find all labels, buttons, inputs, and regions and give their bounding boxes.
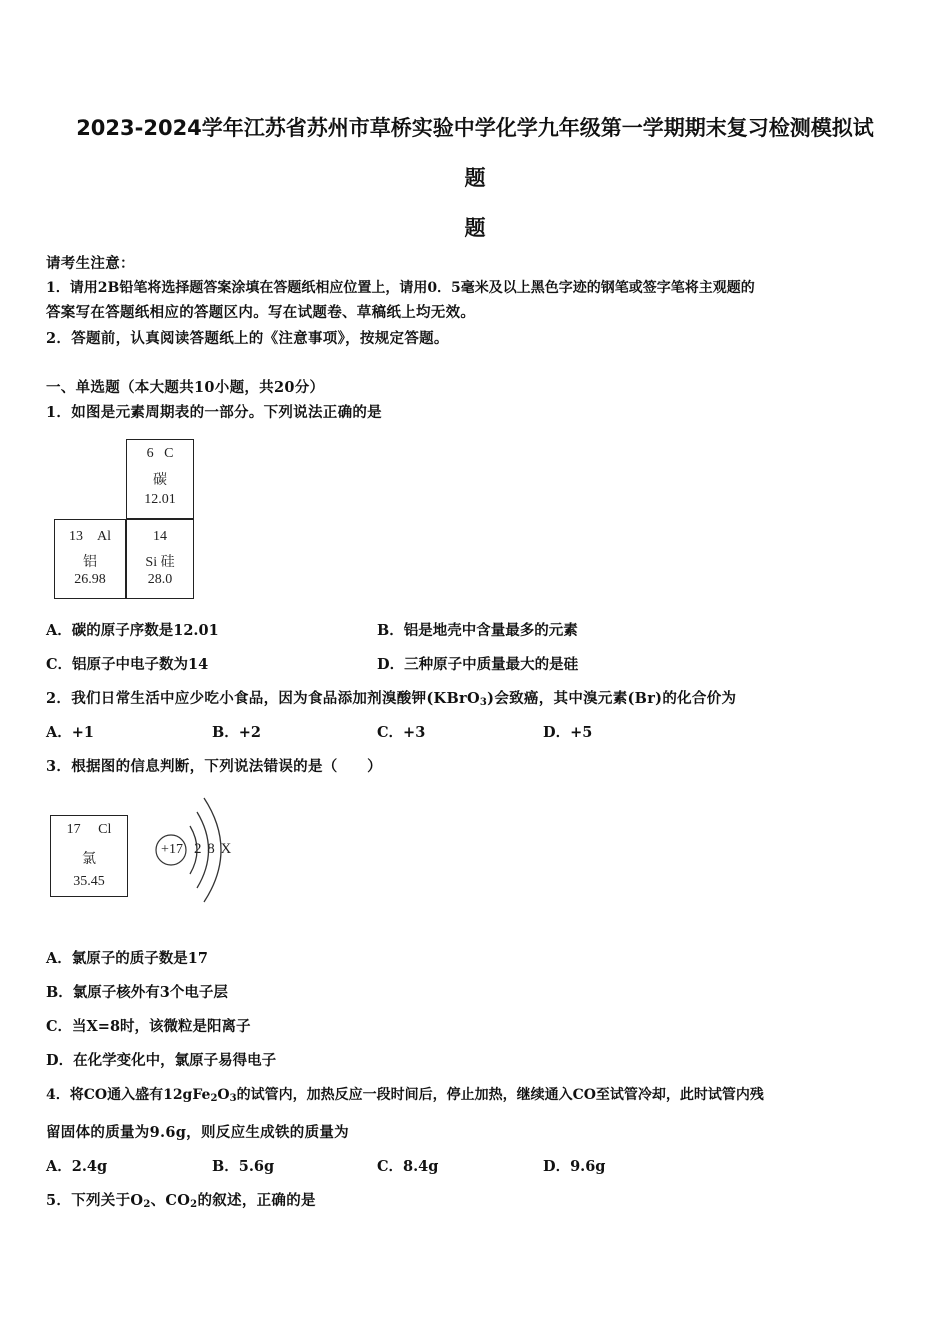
q4-sub-1: 2: [210, 1093, 218, 1104]
q2-stem-part1: 2．我们日常生活中应少吃小食品，因为食品添加剂溴酸钾(KBrO: [46, 690, 480, 707]
nucleus-charge: +17: [161, 842, 183, 857]
q2-option-d: D．+5: [543, 724, 593, 741]
q4-stem-part3: 的试管内，加热反应一段时间后，停止加热，继续通入CO至试管冷却，此时试管内残: [236, 1087, 764, 1103]
page-title-line2: 题: [464, 166, 486, 190]
section-heading: 一、单选题（本大题共10小题，共20分）: [46, 379, 325, 396]
silicon-name: 硅: [160, 555, 175, 570]
q3-option-c: C．当X=8时，该微粒是阳离子: [46, 1018, 251, 1035]
question-1-stem: 1．如图是元素周期表的一部分。下列说法正确的是: [46, 404, 382, 421]
silicon-mass: 28.0: [147, 572, 173, 587]
q4-option-c: C．8.4g: [377, 1158, 439, 1175]
q4-option-b: B．5.6g: [212, 1158, 275, 1175]
question-4-stem-line2: 留固体的质量为9.6g，则反应生成铁的质量为: [46, 1124, 349, 1141]
element-cell-silicon: [126, 519, 194, 599]
notice-item1-line2: 答案写在答题纸相应的答题区内。写在试题卷、草稿纸上均无效。: [46, 304, 476, 321]
chlorine-number: 17: [66, 822, 81, 837]
q1-option-d: D．三种原子中质量最大的是硅: [377, 656, 579, 673]
element-cell-aluminum: [54, 519, 126, 599]
question-2-stem: [46, 687, 736, 708]
notice-heading: 请考生注意：: [46, 255, 135, 272]
q2-stem-part2: )会致癌，其中溴元素(Br)的化合价为: [487, 690, 737, 707]
q2-option-b: B．+2: [212, 724, 261, 741]
q1-option-a: A．碳的原子序数是12.01: [46, 622, 219, 639]
q3-option-d: D．在化学变化中，氯原子易得电子: [46, 1052, 277, 1069]
chlorine-symbol: Cl: [98, 822, 112, 837]
carbon-mass: 12.01: [144, 492, 176, 507]
q5-sub-2: 2: [190, 1199, 198, 1210]
q2-option-c: C．+3: [377, 724, 426, 741]
q4-stem-part1: 4．将CO通入盛有12gFe: [46, 1087, 211, 1103]
chlorine-name: 氯: [82, 852, 96, 867]
aluminum-number: 13: [69, 529, 83, 544]
element-cell-carbon: [126, 439, 194, 519]
notice-item1-line1: 1．请用2B铅笔将选择题答案涂填在答题纸相应位置上，请用0．5毫米及以上黑色字迹的钢笔或签字笔将主观题的: [46, 280, 755, 296]
q4-sub-2: 3: [229, 1093, 237, 1104]
q5-sub-1: 2: [143, 1199, 151, 1210]
q1-option-c: C．铝原子中电子数为14: [46, 656, 209, 673]
electron-counts: 2 8 X: [194, 841, 233, 857]
q5-stem-part2: 、CO: [150, 1192, 191, 1209]
page-title-line1: 2023-2024学年江苏省苏州市草桥实验中学化学九年级第一学期期末复习检测模拟试: [76, 116, 874, 140]
element-cell-chlorine: [50, 815, 128, 897]
aluminum-mass: 26.98: [74, 572, 106, 587]
aluminum-symbol: Al: [97, 529, 111, 544]
q5-stem-part3: 的叙述，正确的是: [197, 1192, 316, 1209]
q4-option-a: A．2.4g: [46, 1158, 108, 1175]
q5-stem-part1: 5．下列关于O: [46, 1192, 144, 1209]
q3-option-b: B．氯原子核外有3个电子层: [46, 984, 228, 1001]
question-5-stem: [46, 1189, 316, 1210]
chlorine-mass: 35.45: [73, 874, 105, 889]
page-title-line3: 题: [464, 216, 486, 240]
question-4-stem-line1: [46, 1084, 764, 1104]
silicon-symbol: Si: [145, 555, 158, 570]
q4-stem-part2: O: [217, 1087, 230, 1103]
carbon-number: 6: [146, 446, 154, 461]
q3-option-a: A．氯原子的质子数是17: [46, 950, 208, 967]
q1-option-b: B．铝是地壳中含量最多的元素: [377, 622, 578, 639]
q2-stem-subscript: 3: [479, 697, 488, 708]
carbon-symbol: C: [164, 446, 174, 461]
q4-option-d: D．9.6g: [543, 1158, 606, 1175]
notice-item2: 2．答题前，认真阅读答题纸上的《注意事项》，按规定答题。: [46, 330, 449, 347]
aluminum-name: 铝: [83, 555, 97, 570]
silicon-number: 14: [153, 529, 167, 544]
carbon-name: 碳: [153, 473, 167, 488]
question-3-stem: 3．根据图的信息判断，下列说法错误的是（ ）: [46, 758, 382, 775]
q2-option-a: A．+1: [46, 724, 94, 741]
